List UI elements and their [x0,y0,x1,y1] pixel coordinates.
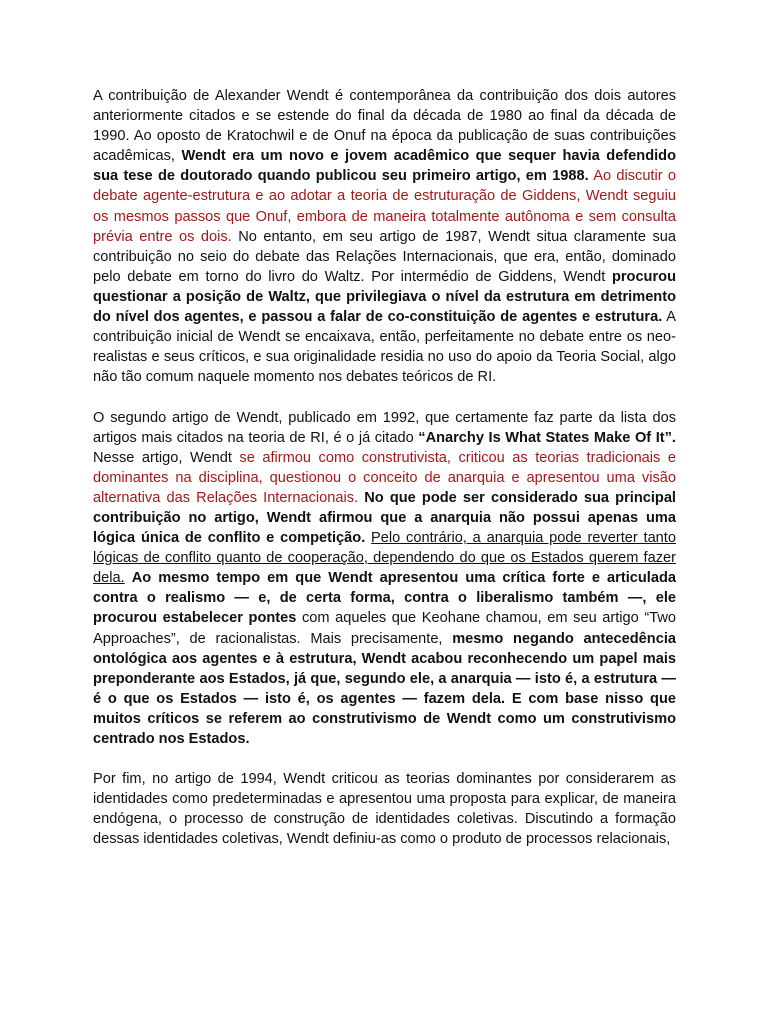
text-run: A contribuição de Alexander Wendt é contemporânea da contribuição dos dois autores anteriormente citados e se estende do final da década de 1980 ao final da década de 1990. Ao oposto de Kratochwil e de Onuf na época da publicação de suas contribuições acadêmicas, [93,88,676,165]
paragraph-3 [93,769,676,849]
document-body [93,86,676,870]
underlined-text-run: Pelo contrário, a anarquia pode reverter tanto lógicas de conflito quanto de cooperação, dependendo do que os Estados querem fazer dela. [93,530,676,587]
bold-text-run: procurou questionar a posição de Waltz, que privilegiava o nível da estrutura em detrimento do nível dos agentes, e passou a falar de co-constituição de agentes e estrutura. [93,268,676,326]
text-run: O segundo artigo de Wendt, publicado em 1992, que certamente faz parte da lista dos artigos mais citados na teoria de RI, é o já citado [93,409,676,446]
paragraph-2 [93,408,676,750]
text-run: No entanto, em seu artigo de 1987, Wendt situa claramente sua contribuição no seio do debate das Relações Internacionais, que era, então, dominado pelo debate em torno do livro do Waltz. Por intermédio de Giddens, Wendt [93,228,676,285]
text-run: Nesse artigo, Wendt [93,449,240,466]
bold-text-run: No que pode ser considerado sua principal contribuição no artigo, Wendt afirmou que a anarquia não possui apenas uma lógica única de conflito e competição. [93,489,676,547]
text-run: com aqueles que Keohane chamou, em seu artigo “Two Approaches”, de racionalistas. Mais precisamente, [93,610,676,647]
highlighted-text-run: se afirmou como construtivista, criticou as teorias tradicionais e dominantes na disciplina, questionou o conceito de anarquia e apresentou uma visão alternativa das Relações Internacionais. [93,449,676,506]
paragraph-1 [93,86,676,387]
text-run: Por fim, no artigo de 1994, Wendt criticou as teorias dominantes por considerarem as identidades como predeterminadas e apresentou uma proposta para explicar, de maneira endógena, o processo de construção de identidades coletivas. Discutindo a formação dessas identidades coletivas, Wendt definiu-as como o produto de processos relacionais, [93,771,676,848]
bold-text-run: “Anarchy Is What States Make Of It”. [418,429,676,446]
bold-text-run: Ao mesmo tempo em que Wendt apresentou uma crítica forte e articulada contra o realismo — e, de certa forma, contra o liberalismo também —, ele procurou estabelecer pontes [93,570,676,627]
highlighted-text-run: Ao discutir o debate agente-estrutura e ao adotar a teoria de estruturação de Giddens, Wendt seguiu os mesmos passos que Onuf, embora de maneira totalmente autônoma e sem consulta prévia entre os dois. [93,168,677,245]
text-run [125,570,132,586]
bold-text-run: mesmo negando antecedência ontológica aos agentes e à estrutura, Wendt acabou reconhecendo um papel mais preponderante aos Estados, já que, segundo ele, a anarquia — isto é, a estrutura — é o que os Estados — isto é, os agentes — fazem dela. E com base nisso que muitos críticos se referem ao construtivismo de Wendt como um construtivismo centrado nos Estados. [93,630,676,747]
bold-text-run: Wendt era um novo e jovem acadêmico que sequer havia defendido sua tese de doutorado quando publicou seu primeiro artigo, em 1988. [93,148,676,185]
text-run: A contribuição inicial de Wendt se encaixava, então, perfeitamente no debate entre os neo-realistas e seus críticos, e sua originalidade residia no uso do apoio da Teoria Social, algo não tão comum naquele momento nos debates teóricos de RI. [93,309,676,386]
